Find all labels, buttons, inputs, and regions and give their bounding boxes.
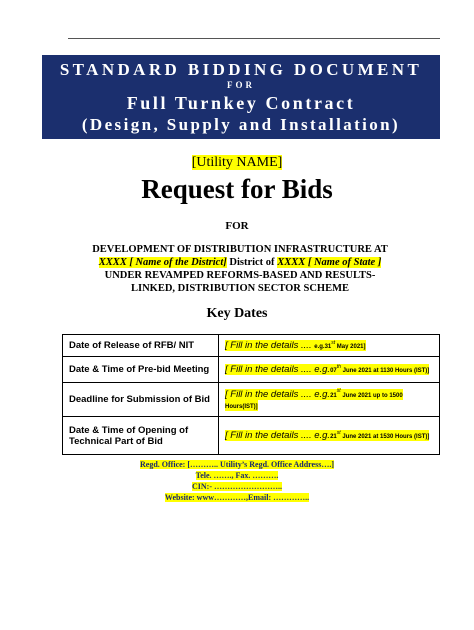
- development-part-1: DEVELOPMENT OF DISTRIBUTION INFRASTRUCTURE AT: [92, 244, 388, 255]
- row-value: [ Fill in the details .... e.g.21st June 2021 up to 1500 Hours(IST)]: [219, 383, 440, 417]
- row-value: [ Fill in the details .... e.g.07th June 2021 at 1130 Hours (IST)]: [219, 357, 440, 383]
- banner-line-3: Full Turnkey Contract: [126, 93, 356, 113]
- title-banner: [42, 55, 440, 139]
- state-placeholder: XXXX [ Name of State ]: [277, 257, 382, 268]
- row-label: Deadline for Submission of Bid: [63, 383, 219, 417]
- row-label: Date & Time of Pre-bid Meeting: [63, 357, 219, 383]
- utility-name-text: [Utility NAME]: [191, 155, 283, 170]
- header-rule: [68, 38, 440, 39]
- footer-cin: CIN:- ……………………..: [192, 482, 282, 491]
- banner-line-4: (Design, Supply and Installation): [81, 115, 401, 134]
- footer-phone: Tele. ……., Fax. ……….: [195, 471, 279, 480]
- registered-office-footer: [0, 459, 474, 503]
- row-label: Date & Time of Opening of Technical Part of Bid: [63, 417, 219, 455]
- table-row: [63, 335, 440, 357]
- row-label: Date of Release of RFB/ NIT: [63, 335, 219, 357]
- development-part-2: District of: [226, 257, 278, 268]
- key-dates-heading: Key Dates: [206, 306, 268, 321]
- footer-office: Regd. Office: [……….. Utility’s Regd. Office Address….]: [140, 460, 334, 469]
- banner-line-1: STANDARD BIDDING DOCUMENT: [59, 60, 423, 79]
- utility-name: [0, 155, 474, 171]
- district-placeholder: XXXX [ Name of the District]: [98, 257, 227, 268]
- table-row: [63, 357, 440, 383]
- key-dates-table: [62, 334, 440, 455]
- document-title: Request for Bids: [141, 174, 333, 204]
- table-row: [63, 383, 440, 417]
- footer-website: Website: www…………,Email: …………..: [164, 493, 310, 502]
- for-label: FOR: [225, 220, 249, 232]
- development-statement: [90, 243, 390, 295]
- row-value: [ Fill in the details .... e.g.21st June 2021 at 1530 Hours (IST)]: [219, 417, 440, 455]
- development-part-3: UNDER REVAMPED REFORMS-BASED AND RESULTS-LINKED, DISTRIBUTION SECTOR SCHEME: [104, 270, 376, 294]
- table-row: [63, 417, 440, 455]
- banner-line-2: FOR: [227, 80, 255, 90]
- row-value: [ Fill in the details .... e.g.31st May 2021]: [219, 335, 440, 357]
